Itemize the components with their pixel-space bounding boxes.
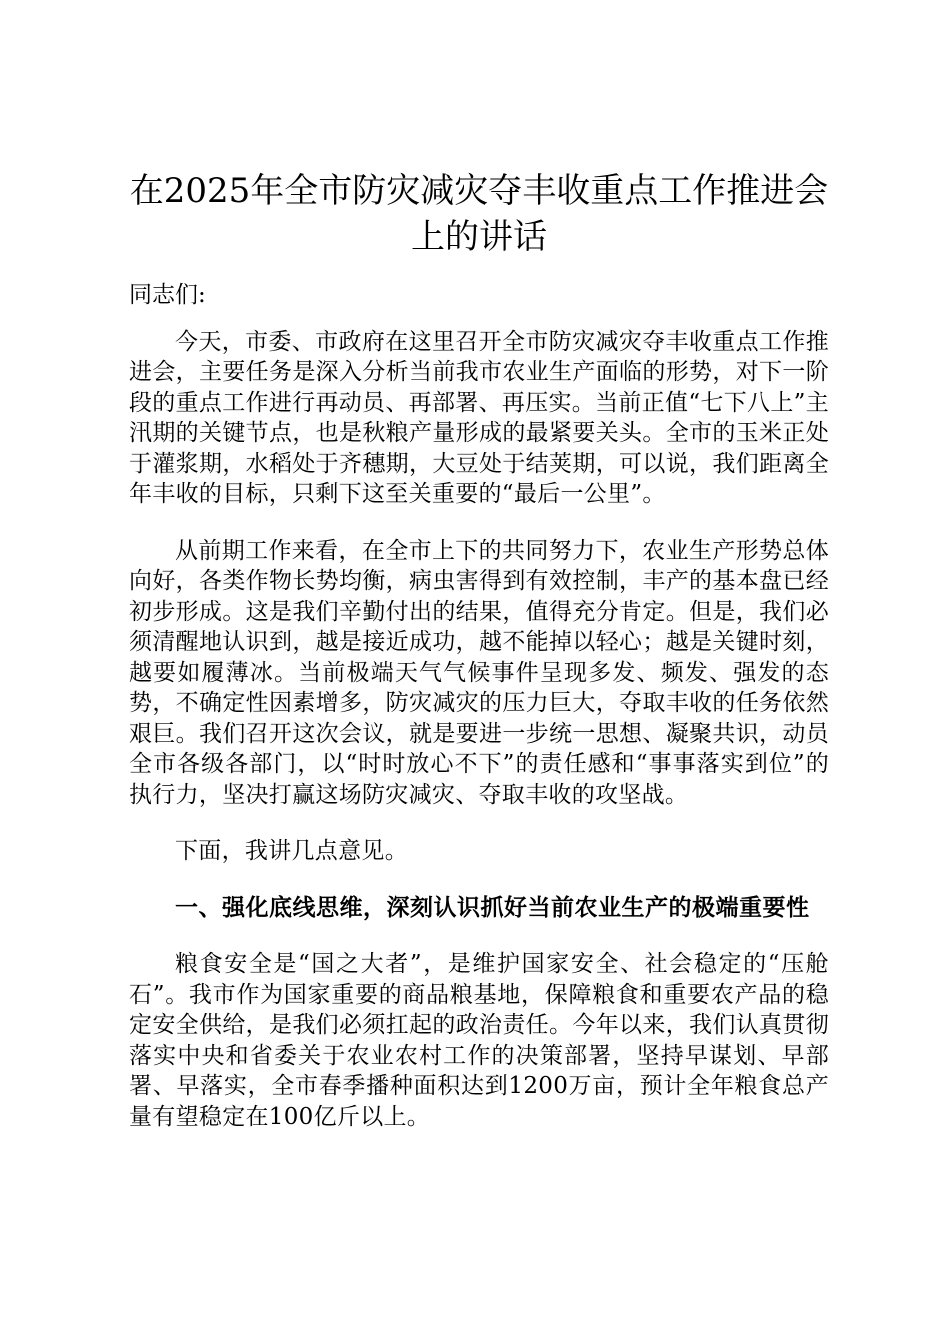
document-title: 在2025年全市防灾减灾夺丰收重点工作推进会上的讲话 xyxy=(129,171,829,257)
salutation: 同志们: xyxy=(129,282,206,308)
paragraph-transition: 下面，我讲几点意见。 xyxy=(175,838,408,864)
section-heading-1: 一、强化底线思维，深刻认识抓好当前农业生产的极端重要性 xyxy=(175,893,810,921)
paragraph-situation: 从前期工作来看，在全市上下的共同努力下，农业生产形势总体向好，各类作物长势均衡，病虫害得到有效控制，丰产的基本盘已经初步形成。这是我们辛勤付出的结果，值得充分肯定。但是，我们必须清醒地认识到，越是接近成功，越不能掉以轻心；越是关键时刻，越要如履薄冰。当前极端天气气候事件呈现多发、频发、强发的态势，不确定性因素增多，防灾减灾的压力巨大，夺取丰收的任务依然艰巨。我们召开这次会议，就是要进一步统一思想、凝聚共识，动员全市各级各部门，以“时时放心不下”的责任感和“事事落实到位”的执行力，坚决打赢这场防灾减灾、夺取丰收的攻坚战。 xyxy=(129,537,829,808)
paragraph-food-security: 粮食安全是“国之大者”，是维护国家安全、社会稳定的“压舱石”。我市作为国家重要的商品粮基地，保障粮食和重要农产品的稳定安全供给，是我们必须扛起的政治责任。今年以来，我们认真贯彻落实中央和省委关于农业农村工作的决策部署，坚持早谋划、早部署、早落实，全市春季播种面积达到1200万亩，预计全年粮食总产量有望稳定在100亿斤以上。 xyxy=(129,951,829,1130)
document-page xyxy=(129,168,829,1158)
paragraph-opening: 今天，市委、市政府在这里召开全市防灾减灾夺丰收重点工作推进会，主要任务是深入分析当前我市农业生产面临的形势，对下一阶段的重点工作进行再动员、再部署、再压实。当前正值“七下八上”主汛期的关键节点，也是秋粮产量形成的最紧要关头。全市的玉米正处于灌浆期，水稻处于齐穗期，大豆处于结荚期，可以说，我们距离全年丰收的目标，只剩下这至关重要的“最后一公里”。 xyxy=(129,328,829,507)
